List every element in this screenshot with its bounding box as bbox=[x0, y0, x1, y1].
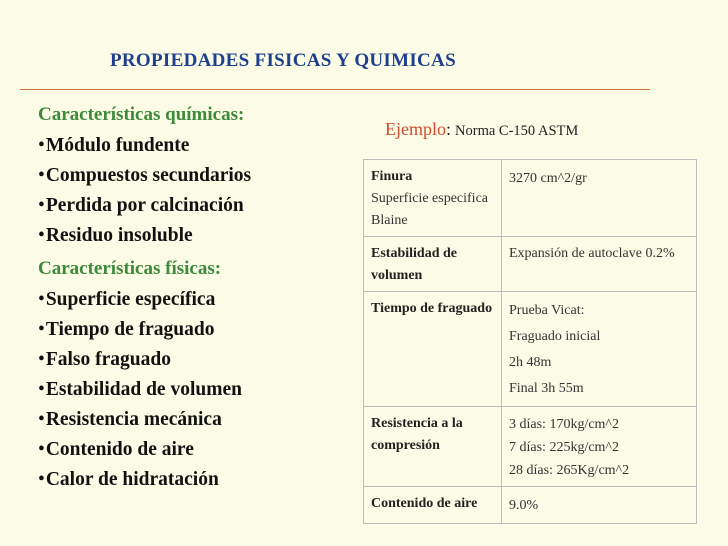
row-value: 7 días: 225kg/cm^2 bbox=[509, 440, 620, 455]
bullet-icon: • bbox=[38, 135, 45, 156]
row-value: 2h 48m bbox=[509, 355, 552, 370]
row-label: Finura bbox=[371, 169, 413, 184]
list-item-text: Falso fraguado bbox=[45, 349, 171, 370]
row-value-cell bbox=[502, 487, 697, 524]
row-value: Fraguado inicial bbox=[509, 329, 601, 344]
bullet-icon: • bbox=[38, 349, 45, 370]
row-value: Expansión de autoclave 0.2% bbox=[509, 246, 675, 261]
row-label: Contenido de aire bbox=[371, 496, 478, 511]
list-item bbox=[38, 465, 328, 495]
example-colon: : bbox=[446, 119, 452, 139]
row-label: Tiempo de fraguado bbox=[371, 301, 493, 316]
physical-list bbox=[38, 285, 328, 495]
bullet-icon: • bbox=[38, 379, 45, 400]
row-value: 9.0% bbox=[509, 498, 539, 513]
characteristics-column bbox=[38, 103, 328, 495]
bullet-icon: • bbox=[38, 289, 45, 310]
table-row bbox=[364, 292, 697, 407]
list-item-text: Compuestos secundarios bbox=[45, 165, 252, 186]
list-item bbox=[38, 435, 328, 465]
list-item-text: Contenido de aire bbox=[45, 439, 194, 460]
row-label: Estabilidad de volumen bbox=[371, 246, 457, 283]
properties-table bbox=[363, 159, 697, 524]
row-label-cell bbox=[364, 292, 502, 407]
row-value: Final 3h 55m bbox=[509, 381, 584, 396]
example-caption bbox=[385, 119, 578, 140]
list-item bbox=[38, 191, 328, 221]
row-label: Resistencia a la compresión bbox=[371, 416, 463, 453]
physical-group bbox=[38, 257, 328, 495]
bullet-icon: • bbox=[38, 319, 45, 340]
example-label: Ejemplo bbox=[385, 119, 446, 139]
row-label-cell bbox=[364, 237, 502, 292]
table-row bbox=[364, 237, 697, 292]
bullet-icon: • bbox=[38, 195, 45, 216]
example-standard: Norma C-150 ASTM bbox=[455, 123, 579, 139]
row-value: 3270 cm^2/gr bbox=[509, 171, 587, 186]
list-item-text: Perdida por calcinación bbox=[45, 195, 244, 216]
title-divider bbox=[20, 89, 650, 90]
bullet-icon: • bbox=[38, 439, 45, 460]
list-item-text: Superficie específica bbox=[45, 289, 216, 310]
bullet-icon: • bbox=[38, 409, 45, 430]
list-item bbox=[38, 405, 328, 435]
list-item-text: Estabilidad de volumen bbox=[45, 379, 242, 400]
list-item-text: Módulo fundente bbox=[45, 135, 190, 156]
slide-title: PROPIEDADES FISICAS Y QUIMICAS bbox=[110, 50, 456, 71]
table-row bbox=[364, 160, 697, 237]
row-value-cell bbox=[502, 407, 697, 487]
bullet-icon: • bbox=[38, 165, 45, 186]
list-item bbox=[38, 161, 328, 191]
list-item-text: Residuo insoluble bbox=[45, 225, 193, 246]
chemical-list bbox=[38, 131, 328, 251]
list-item bbox=[38, 131, 328, 161]
list-item-text: Resistencia mecánica bbox=[45, 409, 222, 430]
row-sublabel: Superficie especifica Blaine bbox=[371, 191, 488, 228]
table-row bbox=[364, 407, 697, 487]
table-row bbox=[364, 487, 697, 524]
list-item-text: Tiempo de fraguado bbox=[45, 319, 215, 340]
row-value-cell bbox=[502, 292, 697, 407]
row-value: 28 días: 265Kg/cm^2 bbox=[509, 463, 630, 478]
chemical-heading: Características químicas: bbox=[38, 104, 245, 125]
list-item bbox=[38, 285, 328, 315]
list-item-text: Calor de hidratación bbox=[45, 469, 219, 490]
row-label-cell bbox=[364, 160, 502, 237]
chemical-group bbox=[38, 103, 328, 251]
bullet-icon: • bbox=[38, 225, 45, 246]
list-item bbox=[38, 221, 328, 251]
row-value: 3 días: 170kg/cm^2 bbox=[509, 417, 620, 432]
row-value: Prueba Vicat: bbox=[509, 303, 585, 318]
physical-heading: Características físicas: bbox=[38, 258, 222, 279]
list-item bbox=[38, 315, 328, 345]
list-item bbox=[38, 345, 328, 375]
bullet-icon: • bbox=[38, 469, 45, 490]
list-item bbox=[38, 375, 328, 405]
row-label-cell bbox=[364, 487, 502, 524]
row-label-cell bbox=[364, 407, 502, 487]
row-value-cell bbox=[502, 160, 697, 237]
row-value-cell bbox=[502, 237, 697, 292]
